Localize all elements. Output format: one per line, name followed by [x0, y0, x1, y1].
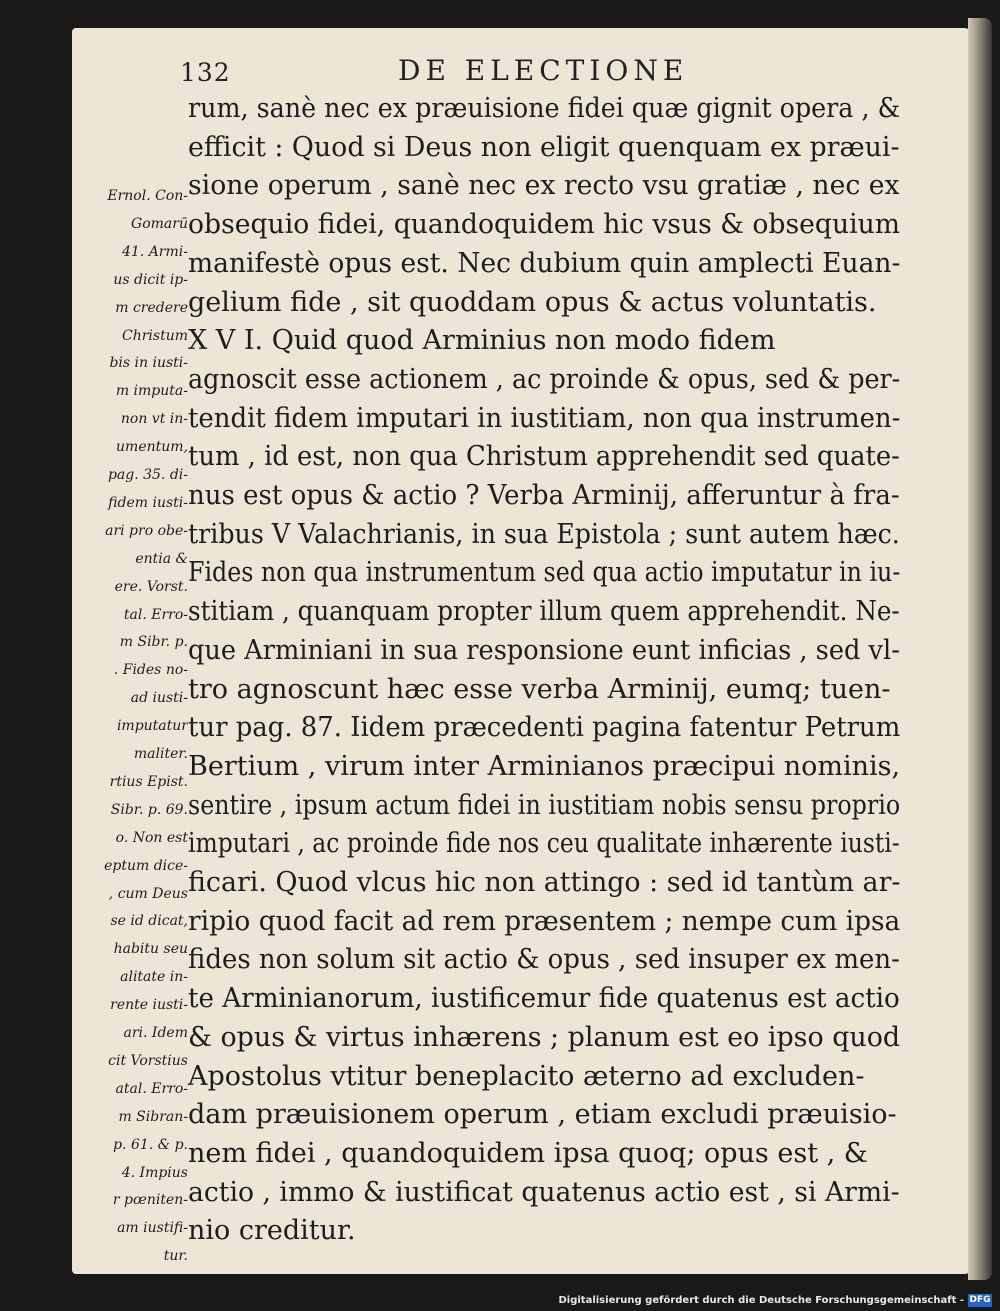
margin-note-line: m imputa-: [115, 383, 188, 400]
text-line: ficari. Quod vlcus hic non attingo : sed id tantùm ar-: [188, 867, 901, 898]
margin-note-line: fidem iusti-: [108, 494, 188, 511]
text-line: te Arminianorum, iustificemur fide quatenus est actio: [188, 983, 900, 1015]
running-head: [0, 54, 1000, 94]
margin-note-line: entia &: [135, 550, 188, 567]
margin-note-line: pag. 35. di-: [107, 467, 188, 483]
text-line: tum , id est, non qua Christum apprehendit sed quate-: [188, 441, 900, 473]
margin-note-line: alitate in-: [120, 969, 188, 986]
margin-note-line: . Fides no-: [113, 662, 188, 679]
text-line: nio creditur.: [188, 1215, 356, 1247]
text-line: fides non solum sit actio & opus , sed insuper ex men-: [188, 944, 900, 976]
margin-note-line: atal. Erro-: [115, 1080, 188, 1097]
text-line: Fides non qua instrumentum sed qua actio imputatur in iu-: [188, 557, 901, 589]
margin-note-line: rente iusti-: [110, 997, 188, 1014]
text-line: sentire , ipsum actum fidei in iustitiam nobis sensu proprio: [188, 789, 901, 821]
text-line: sione operum , sanè nec ex recto vsu gratiæ , nec ex: [188, 170, 900, 202]
text-line: que Arminiani in sua responsione eunt inficias , sed vl-: [188, 634, 900, 666]
margin-note-line: tur.: [163, 1248, 188, 1260]
footer-credit: Digitalisierung gefördert durch die Deutsche Forschungsgemeinschaft -: [558, 1294, 964, 1306]
margin-note-line: umentum,: [116, 439, 188, 456]
margin-note-line: habitu seu: [113, 941, 188, 958]
margin-note-line: ari pro obe-: [105, 522, 188, 539]
page-number: 132: [180, 58, 231, 87]
text-line: X V I. Quid quod Arminius non modo fidem: [188, 325, 776, 357]
footer-banner: [558, 1292, 992, 1308]
margin-note-line: Gomarū: [131, 215, 188, 232]
margin-note-line: se id dicat,: [110, 913, 188, 930]
text-line: gelium fide , sit quoddam opus & actus voluntatis.: [188, 286, 877, 318]
text-line: obsequio fidei, quandoquidem hic vsus & obsequium: [188, 209, 900, 241]
margin-note-line: Ernol. Con-: [107, 188, 188, 204]
margin-note-line: o. Non est: [115, 829, 188, 846]
text-line: agnoscit esse actionem , ac proinde & opus, sed & per-: [188, 363, 901, 395]
text-line: rum, sanè nec ex præuisione fidei quæ gignit opera , &: [188, 93, 901, 124]
text-line: imputari , ac proinde fide nos ceu qualitate inhærente iusti-: [188, 828, 900, 860]
margin-note-line: , cum Deus: [108, 885, 188, 902]
text-line: actio , immo & iustificat quatenus actio est , si Armi-: [188, 1176, 900, 1208]
header-title: DE ELECTIONE: [398, 54, 689, 87]
text-line: stitiam , quanquam propter illum quem apprehendit. Ne-: [188, 596, 900, 628]
text-line: manifestè opus est. Nec dubium quin amplecti Euan-: [188, 247, 901, 279]
margin-note-line: 4. Impius: [121, 1164, 188, 1181]
margin-note-line: r pœniten-: [112, 1192, 188, 1209]
dfg-logo: DFG: [969, 1294, 991, 1305]
margin-note-line: bis in iusti-: [109, 355, 188, 372]
margin-notes: [72, 180, 188, 1260]
margin-note-line: imputatur: [116, 718, 188, 735]
margin-note-line: p. 61. & p.: [113, 1136, 188, 1153]
text-line: dam præuisionem operum , etiam excludi præuisio-: [188, 1099, 897, 1131]
page-edge: [968, 18, 992, 1280]
margin-note-line: cit Vorstius: [108, 1052, 188, 1069]
margin-note-line: Sibr. p. 69.: [110, 801, 188, 818]
margin-note-line: 41. Armi-: [121, 243, 188, 260]
text-line: Apostolus vtitur beneplacito æterno ad excluden-: [188, 1060, 865, 1092]
text-line: tendit fidem imputari in iustitiam, non qua instrumen-: [188, 402, 901, 434]
text-line: & opus & virtus inhærens ; planum est eo ipso quod: [188, 1021, 901, 1053]
margin-note-line: ad iusti-: [130, 690, 188, 707]
margin-note-line: maliter.: [133, 746, 188, 762]
margin-note-line: rtius Epist.: [109, 773, 188, 790]
margin-note-line: ere. Vorst.: [114, 578, 188, 595]
margin-note-line: ari. Idem: [123, 1025, 188, 1041]
margin-note-line: non vt in-: [120, 411, 188, 428]
margin-note-line: am iustifi-: [117, 1220, 188, 1237]
margin-note-line: eptum dice-: [104, 857, 188, 874]
text-line: tro agnoscunt hæc esse verba Arminij, eumq; tuen-: [188, 673, 891, 705]
text-line: nem fidei , quandoquidem ipsa quoq; opus est , &: [188, 1137, 868, 1169]
text-line: efficit : Quod si Deus non eligit quenquam ex præui-: [188, 131, 900, 163]
text-line: nus est opus & actio ? Verba Arminij, afferuntur à fra-: [188, 480, 900, 511]
text-line: tur pag. 87. Iidem præcedenti pagina fatentur Petrum: [188, 712, 901, 744]
margin-note-line: m credere: [115, 299, 188, 316]
margin-note-line: m Sibran-: [118, 1108, 188, 1125]
text-line: Bertium , virum inter Arminianos præcipui nominis,: [188, 750, 901, 782]
margin-note-line: us dicit ip-: [113, 271, 188, 288]
margin-note-line: Christum: [121, 327, 188, 344]
margin-note-line: tal. Erro-: [123, 606, 188, 623]
text-line: tribus V Valachrianis, in sua Epistola ; sunt autem hæc.: [188, 518, 900, 550]
margin-note-line: m Sibr. p.: [119, 634, 188, 651]
text-line: ripio quod facit ad rem præsentem ; nempe cum ipsa: [188, 905, 901, 937]
